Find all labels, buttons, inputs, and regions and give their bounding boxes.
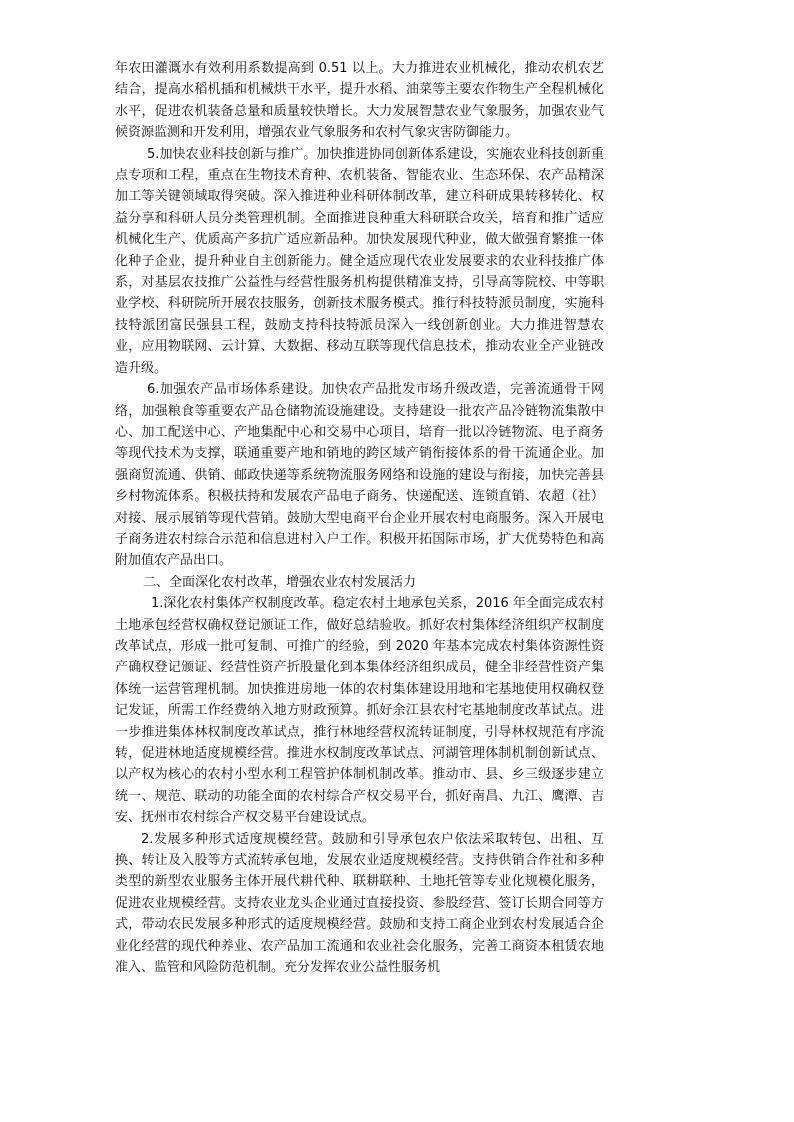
section-heading: 二、全面深化农村改革，增强农业农村发展活力	[143, 574, 417, 590]
paragraph-section-5: 5.加快农业科技创新与推广。加快推进协同创新体系建设，实施农业科技创新重点专项和工程，重点在生物技术育种、农机装备、智能农业、生态环保、农产品精深加工等关键领域取得突破。深入推进种业科研体制改革，建立科研成果转移转化、权益分享和科研人员分类管理机制。全面推进良种重大科研联合攻关，培育和推广适应机械化生产、优质高产多抗广适应新品种。加快发展现代种业，做大做强育繁推一体化种子企业，提升种业自主创新能力。健全适应现代农业发展要求的农业科技推广体系，对基层农技推广公益性与经营性服务机构提供精准支持，引导高等院校、中等职业学校、科研院所开展农技服务，创新技术服务模式。推行科技特派员制度，实施科技特派团富民强县工程，鼓励支持科技特派员深入一线创新创业。大力推进智慧农业，应用物联网、云计算、大数据、移动互联等现代信息技术，推动农业全产业链改造升级。	[115, 146, 604, 376]
document-page	[115, 58, 604, 978]
paragraph-subsection-1: 1.深化农村集体产权制度改革。稳定农村土地承包关系，2016 年全面完成农村土地承包经营权确权登记颁证工作，做好总结验收。抓好农村集体经济组织产权制度改革试点，形成一批可复制、可推广的经验，到 2020 年基本完成农村集体资源性资产确权登记颁证、经营性资产折股量化到本集体经济组织成员，健全非经营性资产集体统一运营管理机制。加快推进房地一体的农村集体建设用地和宅基地使用权确权登记发证，所需工作经费纳入地方财政预算。抓好余江县农村宅基地制度改革试点。进一步推进集体林权制度改革试点，推行林地经营权流转证制度，引导林权规范有序流转，促进林地适度规模经营。推进水权制度改革试点、河湖管理体制机制创新试点、以产权为核心的农村小型水利工程管护体制机制改革。推动市、县、乡三级逐步建立统一、规范、联动的功能全面的农村综合产权交易平台，抓好南昌、九江、鹰潭、吉安、抚州市农村综合产权交易平台建设试点。	[115, 596, 604, 826]
paragraph-continuation: 年农田灌溉水有效利用系数提高到 0.51 以上。大力推进农业机械化，推动农机农艺结合，提高水稻机插和机械烘干水平，提升水稻、油菜等主要农作物生产全程机械化水平，促进农机装备总量和质量较快增长。大力发展智慧农业气象服务，加强农业气候资源监测和开发利用，增强农业气象服务和农村气象灾害防御能力。	[115, 61, 604, 141]
paragraph-section-6: 6.加强农产品市场体系建设。加快农产品批发市场升级改造，完善流通骨干网络，加强粮食等重要农产品仓储物流设施建设。支持建设一批农产品冷链物流集散中心、加工配送中心、产地集配中心和交易中心项目，培育一批以冷链物流、电子商务等现代技术为支撑，联通重要产地和销地的跨区域产销衔接体系的骨干流通企业。加强商贸流通、供销、邮政快递等系统物流服务网络和设施的建设与衔接，加快完善县乡村物流体系。积极扶持和发展农产品电子商务、快递配送、连锁直销、农超（社）对接、展示展销等现代营销。鼓励大型电商平台企业开展农村电商服务。深入开展电子商务进农村综合示范和信息进村入户工作。积极开拓国际市场，扩大优势特色和高附加值农产品出口。	[115, 382, 604, 569]
paragraph-subsection-2: 2.发展多种形式适度规模经营。鼓励和引导承包农户依法采取转包、出租、互换、转让及入股等方式流转承包地，发展农业适度规模经营。支持供销合作社和多种类型的新型农业服务主体开展代耕代种、联耕联种、土地托管等专业化规模化服务，促进农业规模经营。支持农业龙头企业通过直接投资、参股经营、签订长期合同等方式，带动农民发展多种形式的适度规模经营。鼓励和支持工商企业到农村发展适合企业化经营的现代种养业、农产品加工流通和农业社会化服务，完善工商资本租赁农地准入、监管和风险防范机制。充分发挥农业公益性服务机	[115, 831, 604, 976]
